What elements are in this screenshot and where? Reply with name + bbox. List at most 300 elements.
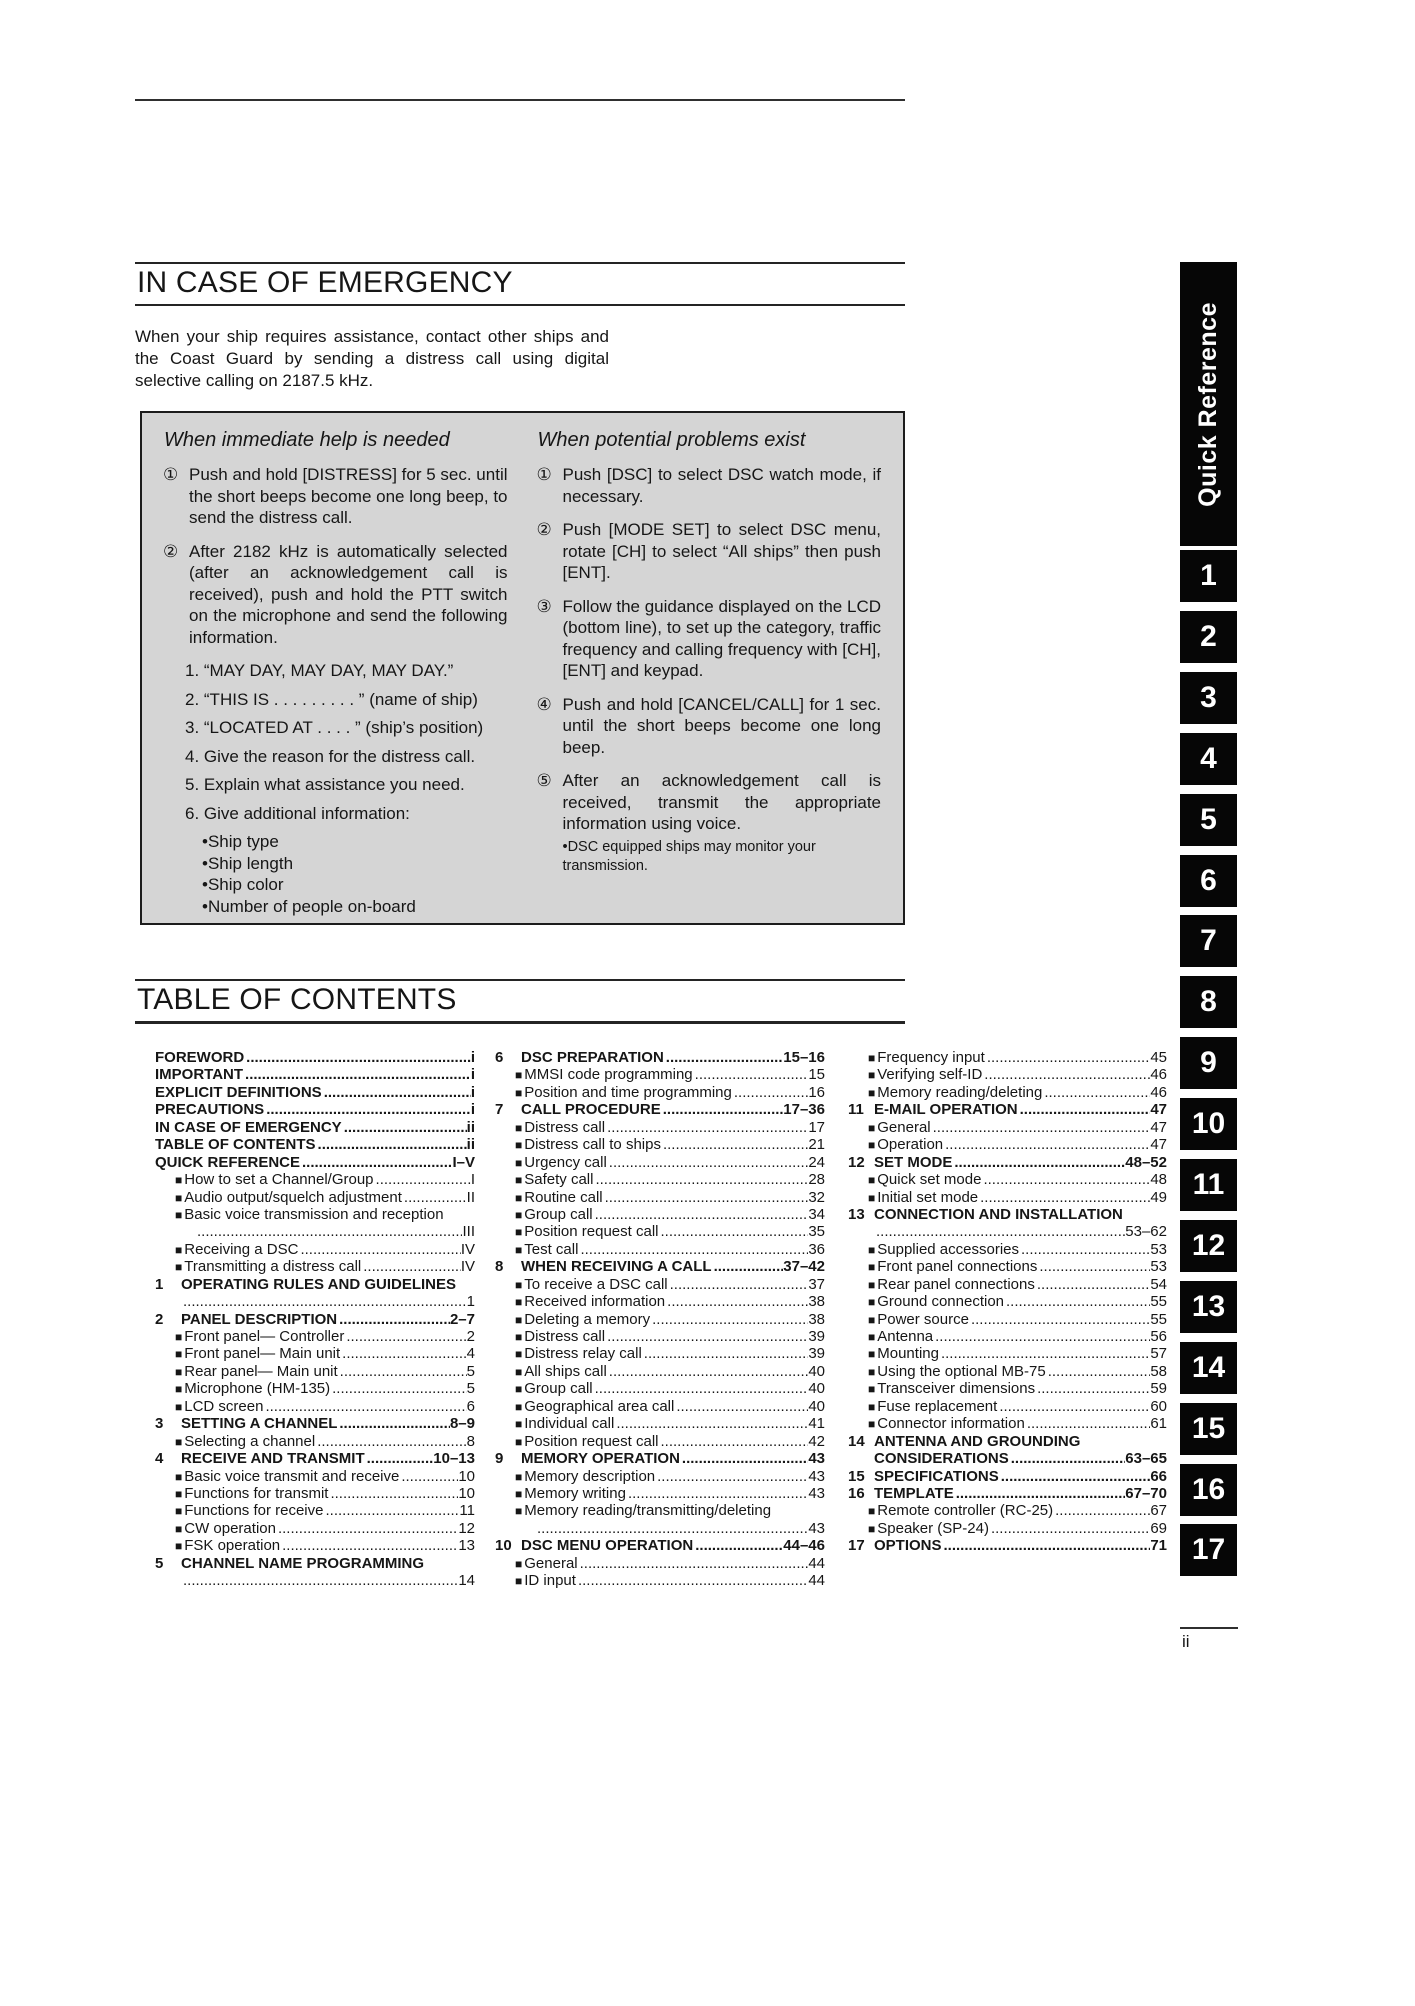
dot-leader: [181, 1293, 467, 1310]
toc-row: [848, 1520, 1167, 1537]
toc-row: [848, 1502, 1167, 1519]
toc-row: [848, 1311, 1167, 1328]
toc-page-number: III: [462, 1223, 475, 1241]
toc-page-number: 40: [808, 1380, 825, 1398]
bullet-square-icon: ■: [868, 1295, 876, 1310]
dot-leader: [614, 1415, 808, 1432]
dot-leader: [997, 1398, 1150, 1415]
toc-entry-label: Supplied accessories: [877, 1240, 1019, 1258]
toc-page-number: 24: [808, 1153, 825, 1171]
toc-page-number: 44–46: [783, 1537, 825, 1555]
toc-entry-label: SET MODE: [874, 1153, 953, 1171]
toc-page-number: 5: [466, 1362, 475, 1380]
toc-entry-label: Rear panel— Main unit: [184, 1362, 338, 1380]
circled-number-icon: ①: [536, 465, 552, 484]
bullet-square-icon: ■: [868, 1138, 876, 1153]
toc-page-number: 36: [808, 1240, 825, 1258]
toc-entry-label: Functions for transmit: [184, 1484, 329, 1502]
dot-leader: [399, 1468, 458, 1485]
emergency-title: IN CASE OF EMERGENCY: [137, 266, 513, 299]
toc-page-number: 37: [808, 1275, 825, 1293]
toc-page-number: 67–70: [1125, 1484, 1167, 1502]
numbered-list-item: 2. “THIS IS . . . . . . . . . ” (name of ship): [185, 689, 478, 709]
sidebar-tab-14: 14: [1180, 1342, 1237, 1394]
sidebar-tab-12: 12: [1180, 1220, 1237, 1272]
toc-column-2: [495, 1049, 825, 1590]
toc-row: [848, 1293, 1167, 1310]
dot-leader: [661, 1136, 808, 1153]
dot-leader: [264, 1101, 471, 1118]
dot-leader: [952, 1154, 1125, 1171]
toc-entry-label: IN CASE OF EMERGENCY: [155, 1118, 342, 1136]
toc-entry-label: CONNECTION AND INSTALLATION: [874, 1205, 1123, 1223]
numbered-list-item: 5. Explain what assistance you need.: [185, 775, 465, 794]
dot-leader: [1046, 1363, 1151, 1380]
instruction-step: [538, 694, 882, 759]
box-column-heading: When potential problems exist: [537, 429, 806, 451]
dot-leader: [578, 1555, 809, 1572]
box-column-heading: When immediate help is needed: [164, 429, 450, 451]
toc-row: [155, 1555, 475, 1572]
toc-chapter-number: 14: [848, 1432, 865, 1450]
toc-row: [495, 1520, 825, 1537]
toc-row: [155, 1084, 475, 1101]
toc-page-number: ii: [466, 1136, 475, 1154]
instruction-step: [538, 464, 882, 507]
toc-title: TABLE OF CONTENTS: [137, 983, 457, 1016]
toc-chapter-number: 7: [495, 1101, 504, 1119]
dot-leader: [576, 1572, 808, 1589]
dot-leader: [593, 1206, 809, 1223]
toc-entry-label: ID input: [524, 1572, 576, 1590]
toc-page-number: i: [470, 1101, 475, 1119]
toc-row: [848, 1171, 1167, 1188]
toc-page-number: 40: [808, 1397, 825, 1415]
dot-leader: [361, 1258, 461, 1275]
bullet-square-icon: ■: [868, 1417, 876, 1432]
toc-row: [155, 1293, 475, 1310]
dot-leader: [874, 1223, 1125, 1240]
toc-page-number: 47: [1150, 1118, 1167, 1136]
toc-entry-label: Microphone (HM-135): [184, 1380, 331, 1398]
toc-row: [155, 1119, 475, 1136]
toc-page-number: 42: [808, 1432, 825, 1450]
dot-leader: [985, 1049, 1150, 1066]
toc-row: [155, 1136, 475, 1153]
toc-row: [155, 1206, 475, 1223]
bullet-square-icon: ■: [175, 1539, 183, 1554]
toc-page-number: 15: [808, 1066, 825, 1084]
toc-entry-label: Safety call: [524, 1171, 594, 1189]
toc-chapter-number: 2: [155, 1310, 164, 1328]
toc-page-number: 54: [1150, 1275, 1167, 1293]
toc-entry-label: Front panel— Controller: [184, 1328, 345, 1345]
toc-page-number: 57: [1150, 1345, 1167, 1363]
toc-chapter-number: 17: [848, 1537, 865, 1555]
bullet-square-icon: ■: [515, 1504, 523, 1519]
toc-row: [848, 1485, 1167, 1502]
dot-leader: [535, 1520, 808, 1537]
toc-row: [495, 1345, 825, 1362]
bullet-square-icon: ■: [868, 1399, 876, 1414]
sidebar-tab-16: 16: [1180, 1464, 1237, 1516]
toc-row: [495, 1223, 825, 1240]
toc-row: [848, 1276, 1167, 1293]
toc-entry-label: Deleting a memory: [524, 1310, 651, 1328]
instruction-note: •DSC equipped ships may monitor your transmission.: [562, 838, 816, 874]
toc-row: [155, 1520, 475, 1537]
toc-page-number: 10–13: [433, 1450, 475, 1468]
toc-row: [155, 1433, 475, 1450]
dot-leader: [943, 1136, 1150, 1153]
bullet-square-icon: ■: [868, 1504, 876, 1519]
circled-number-icon: ⑤: [536, 771, 552, 790]
dot-leader: [1035, 1276, 1150, 1293]
instruction-text: Follow the guidance displayed on the LCD (bottom line), to set up the category, traffic frequency and calling frequency with [CH], [ENT] and keypad.: [562, 596, 881, 680]
bullet-square-icon: ■: [868, 1242, 876, 1257]
toc-entry-label: FSK operation: [184, 1537, 281, 1555]
toc-chapter-number: 9: [495, 1450, 504, 1468]
toc-chapter-number: 10: [495, 1537, 512, 1555]
dot-leader: [605, 1119, 808, 1136]
bullet-square-icon: ■: [515, 1207, 523, 1222]
toc-entry-label: Using the optional MB-75: [877, 1362, 1046, 1380]
toc-entry-label: FOREWORD: [155, 1049, 245, 1066]
toc-page-number: 59: [1150, 1380, 1167, 1398]
toc-row: [155, 1276, 475, 1293]
toc-row: [495, 1276, 825, 1293]
toc-page-number: 56: [1150, 1328, 1167, 1345]
dot-leader: [300, 1154, 452, 1171]
emergency-column-right: [538, 427, 882, 909]
sidebar-tab-2: 2: [1180, 611, 1237, 663]
instruction-text: After 2182 kHz is automatically selected (after an acknowledgement call is received), push and hold the PTT switch on the microphone and send the following information.: [189, 541, 508, 647]
toc-chapter-number: 15: [848, 1467, 865, 1485]
dot-leader: [263, 1398, 466, 1415]
toc-row: [848, 1258, 1167, 1275]
toc-page-number: I: [470, 1171, 475, 1189]
toc-row: [155, 1049, 475, 1066]
bullet-square-icon: ■: [868, 1051, 876, 1065]
dot-leader: [668, 1276, 809, 1293]
dot-leader: [989, 1520, 1150, 1537]
toc-row: [155, 1328, 475, 1345]
toc-row: [155, 1154, 475, 1171]
toc-entry-label: SPECIFICATIONS: [874, 1467, 999, 1485]
toc-entry-label: Position request call: [524, 1432, 659, 1450]
toc-entry-label: Power source: [877, 1310, 969, 1328]
instruction-text: Push [DSC] to select DSC watch mode, if necessary.: [562, 465, 881, 506]
toc-entry-label: Front panel connections: [877, 1258, 1038, 1276]
toc-row: [495, 1468, 825, 1485]
toc-columns: [155, 1049, 1167, 1590]
numbered-list-item: 6. Give additional information:: [185, 803, 410, 823]
toc-row: [848, 1049, 1167, 1066]
bullet-square-icon: ■: [515, 1138, 523, 1153]
dot-leader: [338, 1363, 467, 1380]
dot-leader: [1037, 1258, 1150, 1275]
numbered-list-item: 4. Give the reason for the distress call.: [185, 746, 476, 766]
bullet-square-icon: ■: [515, 1364, 523, 1379]
toc-row: [495, 1537, 825, 1554]
bullet-square-icon: ■: [175, 1399, 183, 1414]
bullet-square-icon: ■: [175, 1364, 183, 1379]
toc-row: [495, 1311, 825, 1328]
toc-page-number: 17: [808, 1118, 825, 1136]
instruction-text: After an acknowledgement call is received, transmit the appropriate information using voice.: [562, 771, 881, 833]
dot-leader: [674, 1398, 808, 1415]
instruction-step: [164, 541, 508, 649]
dot-leader: [374, 1171, 471, 1188]
dot-leader: [276, 1520, 458, 1537]
toc-entry-label: Memory reading/deleting: [877, 1083, 1043, 1101]
toc-chapter-number: 12: [848, 1153, 865, 1171]
sidebar-tab-10: 10: [1180, 1098, 1237, 1150]
dot-leader: [650, 1311, 808, 1328]
toc-row: [155, 1502, 475, 1519]
toc-row: [155, 1171, 475, 1188]
toc-page-number: 15–16: [783, 1049, 825, 1066]
toc-row: [495, 1258, 825, 1275]
dot-leader: [330, 1380, 467, 1397]
bullet-square-icon: ■: [175, 1486, 183, 1501]
toc-row: [155, 1101, 475, 1118]
toc-row: [155, 1468, 475, 1485]
toc-row: [848, 1328, 1167, 1345]
toc-entry-label: MMSI code programming: [524, 1066, 693, 1084]
bullet-square-icon: ■: [515, 1085, 523, 1100]
toc-row: [848, 1189, 1167, 1206]
bullet-square-icon: ■: [515, 1469, 523, 1484]
dot-leader: [607, 1363, 809, 1380]
dot-leader: [693, 1537, 783, 1554]
bullet-square-icon: ■: [515, 1120, 523, 1135]
bullet-square-icon: ■: [515, 1330, 523, 1344]
toc-row: [848, 1415, 1167, 1432]
toc-page-number: 4: [466, 1345, 475, 1363]
toc-row: [848, 1380, 1167, 1397]
dot-leader: [1042, 1084, 1150, 1101]
toc-chapter-number: 11: [848, 1101, 864, 1119]
toc-entry-label: Selecting a channel: [184, 1432, 316, 1450]
toc-row: [155, 1537, 475, 1554]
dot-leader: [280, 1537, 458, 1554]
toc-row: [155, 1363, 475, 1380]
dot-leader: [181, 1572, 458, 1589]
toc-page-number: 8–9: [449, 1415, 475, 1433]
dot-leader: [978, 1189, 1150, 1206]
toc-page-number: 47: [1150, 1101, 1167, 1119]
sidebar-tab-13: 13: [1180, 1281, 1237, 1333]
dot-leader: [337, 1311, 450, 1328]
bullet-square-icon: ■: [868, 1382, 876, 1397]
dot-leader: [642, 1345, 809, 1362]
bullet-square-icon: ■: [515, 1295, 523, 1310]
bullet-square-icon: ■: [868, 1312, 876, 1327]
toc-entry-label: Urgency call: [524, 1153, 607, 1171]
toc-page-number: 43: [808, 1519, 825, 1537]
toc-row: [155, 1450, 475, 1467]
instruction-text: Push [MODE SET] to select DSC menu, rotate [CH] to select “All ships” then push [ENT].: [562, 520, 881, 582]
toc-page-number: 66: [1150, 1467, 1167, 1485]
dot-leader: [244, 1049, 471, 1066]
quick-reference-tab: [1180, 262, 1237, 546]
sidebar-tab-8: 8: [1180, 976, 1237, 1028]
toc-row: [848, 1066, 1167, 1083]
toc-page-number: ii: [466, 1118, 475, 1136]
instruction-step: [538, 770, 882, 835]
emergency-intro: When your ship requires assistance, contact other ships and the Coast Guard by sending a distress call using digital selective calling on 2187.5 kHz.: [135, 327, 609, 390]
toc-page-number: 46: [1150, 1066, 1167, 1084]
toc-chapter-number: 6: [495, 1049, 504, 1066]
bullet-square-icon: ■: [515, 1382, 523, 1397]
toc-entry-label: Distress call to ships: [524, 1136, 661, 1154]
toc-row: [848, 1363, 1167, 1380]
toc-page-number: 12: [458, 1519, 475, 1537]
toc-page-number: 2: [466, 1328, 475, 1345]
dot-leader: [605, 1328, 808, 1345]
toc-page-number: 38: [808, 1293, 825, 1311]
toc-row: [495, 1380, 825, 1397]
toc-entry-label: DSC PREPARATION: [521, 1049, 664, 1066]
dot-leader: [298, 1241, 460, 1258]
toc-page-number: 13: [458, 1537, 475, 1555]
toc-row: [495, 1119, 825, 1136]
toc-page-number: 39: [808, 1345, 825, 1363]
toc-row: [848, 1119, 1167, 1136]
toc-entry-label: Transmitting a distress call: [184, 1258, 362, 1276]
toc-row: [495, 1555, 825, 1572]
bullet-list-item: •Ship type: [202, 832, 279, 851]
toc-entry-label: Distress call: [524, 1328, 606, 1345]
toc-entry-label: PRECAUTIONS: [155, 1101, 265, 1119]
dot-leader: [661, 1101, 784, 1118]
toc-row: [848, 1223, 1167, 1240]
toc-page-number: i: [470, 1066, 475, 1084]
toc-page-number: 38: [808, 1310, 825, 1328]
toc-entry-label: All ships call: [524, 1362, 607, 1380]
toc-page-number: 69: [1150, 1519, 1167, 1537]
bullet-square-icon: ■: [868, 1347, 876, 1362]
bullet-square-icon: ■: [515, 1556, 523, 1571]
toc-chapter-number: 13: [848, 1205, 865, 1223]
toc-page-number: IV: [460, 1240, 475, 1258]
toc-entry-label: General: [524, 1554, 578, 1572]
bullet-square-icon: ■: [515, 1347, 523, 1362]
dot-leader: [1018, 1101, 1151, 1118]
toc-page-number: 45: [1150, 1049, 1167, 1066]
toc-entry-label: Fuse replacement: [877, 1397, 998, 1415]
toc-row: [155, 1066, 475, 1083]
bullet-square-icon: ■: [515, 1434, 523, 1449]
toc-page-number: 58: [1150, 1362, 1167, 1380]
sidebar-tab-3: 3: [1180, 672, 1237, 724]
toc-page-number: 48: [1150, 1171, 1167, 1189]
footer-rule: [1180, 1627, 1238, 1629]
quick-reference-label: Quick Reference: [1194, 301, 1222, 507]
toc-page-number: II: [466, 1188, 475, 1206]
toc-row: [495, 1328, 825, 1345]
toc-page-number: 63–65: [1125, 1450, 1167, 1468]
toc-entry-label: Transceiver dimensions: [877, 1380, 1036, 1398]
toc-row: [495, 1398, 825, 1415]
dot-leader: [942, 1537, 1151, 1554]
toc-page-number: 21: [808, 1136, 825, 1154]
toc-page-number: 49: [1150, 1188, 1167, 1206]
sidebar-tab-6: 6: [1180, 855, 1237, 907]
toc-page-number: 47: [1150, 1136, 1167, 1154]
bullet-square-icon: ■: [868, 1330, 876, 1344]
bullet-square-icon: ■: [175, 1504, 183, 1519]
bullet-square-icon: ■: [868, 1085, 876, 1100]
toc-column-1: [155, 1049, 475, 1590]
bullet-square-icon: ■: [515, 1242, 523, 1257]
toc-row: [495, 1101, 825, 1118]
dot-leader: [340, 1345, 466, 1362]
toc-entry-label: TEMPLATE: [874, 1484, 954, 1502]
toc-page-number: 34: [808, 1205, 825, 1223]
toc-page-number: 1: [466, 1293, 475, 1311]
toc-row: [848, 1241, 1167, 1258]
toc-entry-label: TABLE OF CONTENTS: [155, 1136, 316, 1154]
dot-leader: [939, 1345, 1150, 1362]
bullet-square-icon: ■: [515, 1486, 523, 1501]
toc-entry-label: Operation: [877, 1136, 944, 1154]
toc-entry-label: Functions for receive: [184, 1502, 324, 1520]
instruction-text: Push and hold [DISTRESS] for 5 sec. until the short beeps become one long beep, to send the distress call.: [189, 465, 508, 527]
circled-number-icon: ③: [536, 596, 552, 616]
toc-entry-label: Mounting: [877, 1345, 939, 1363]
toc-row: [155, 1572, 475, 1589]
toc-chapter-number: 5: [155, 1554, 164, 1572]
toc-row: [495, 1450, 825, 1467]
toc-page-number: 39: [808, 1328, 825, 1345]
bullet-square-icon: ■: [515, 1155, 523, 1170]
toc-entry-label: Geographical area call: [524, 1397, 675, 1415]
dot-leader: [626, 1485, 808, 1502]
bullet-square-icon: ■: [175, 1207, 183, 1222]
toc-entry-label: Basic voice transmit and receive: [184, 1467, 400, 1485]
toc-page-number: i: [470, 1049, 475, 1066]
circled-number-icon: ①: [163, 465, 179, 484]
toc-entry-label: OPTIONS: [874, 1537, 942, 1555]
toc-entry-label: Antenna: [877, 1328, 934, 1345]
toc-entry-label: General: [877, 1118, 931, 1136]
toc-entry-label: LCD screen: [184, 1397, 264, 1415]
toc-entry-label: Position and time programming: [524, 1083, 732, 1101]
toc-entry-label: Basic voice transmission and reception: [184, 1205, 444, 1223]
toc-row: [155, 1345, 475, 1362]
toc-entry-label: RECEIVE AND TRANSMIT: [181, 1450, 365, 1468]
sidebar-tab-9: 9: [1180, 1037, 1237, 1089]
toc-page-number: 43: [808, 1467, 825, 1485]
toc-page-number: 28: [808, 1171, 825, 1189]
instruction-step: [164, 464, 508, 529]
bullet-square-icon: ■: [175, 1330, 183, 1344]
dot-leader: [732, 1084, 808, 1101]
toc-entry-label: Memory writing: [524, 1484, 626, 1502]
circled-number-icon: ②: [163, 541, 179, 561]
toc-row: [155, 1485, 475, 1502]
dot-leader: [931, 1119, 1151, 1136]
toc-row: [495, 1433, 825, 1450]
toc-row: [155, 1189, 475, 1206]
emergency-box: [140, 411, 905, 925]
dot-leader: [664, 1049, 783, 1066]
dot-leader: [1009, 1450, 1126, 1467]
dot-leader: [1019, 1241, 1150, 1258]
dot-leader: [999, 1468, 1151, 1485]
